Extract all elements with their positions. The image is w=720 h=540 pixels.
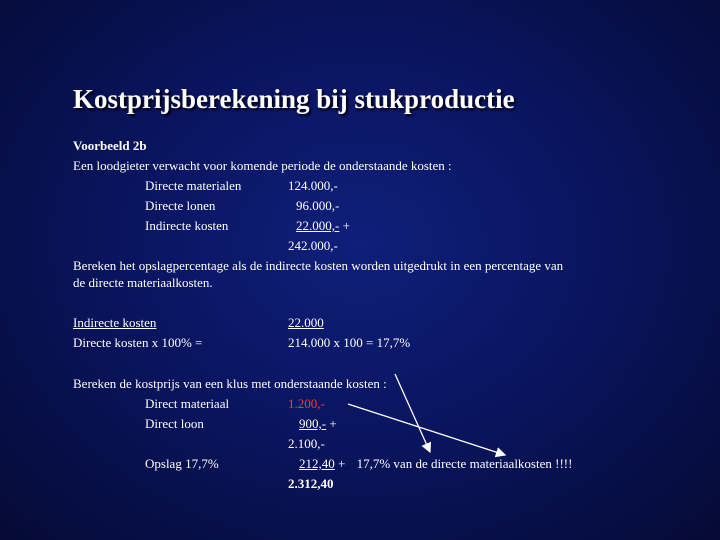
surcharge-label: Opslag 17,7% <box>145 456 219 471</box>
job-total: 2.312,40 <box>288 476 334 491</box>
surcharge-value: 212,40 <box>299 456 335 471</box>
arrow-from-material <box>348 404 505 455</box>
example-heading: Voorbeeld 2b <box>73 138 147 153</box>
job-label-wages: Direct loon <box>145 416 204 431</box>
arrow-from-question <box>395 374 430 452</box>
cost-value-indirect: 22.000,- <box>296 218 340 233</box>
plus-operator: + <box>342 218 350 233</box>
cost-label-indirect: Indirecte kosten <box>145 218 229 233</box>
formula-numerator-label: Indirecte kosten <box>73 315 157 330</box>
cost-value-materials: 124.000,- <box>288 178 338 193</box>
surcharge-note: 17,7% van de directe materiaalkosten !!!! <box>356 456 573 471</box>
question-line-2: de directe materiaalkosten. <box>73 275 213 290</box>
job-subtotal: 2.100,- <box>288 436 325 451</box>
question-2: Bereken de kostprijs van een klus met onderstaande kosten : <box>73 376 387 391</box>
cost-label-wages: Directe lonen <box>145 198 216 213</box>
plus-operator: + <box>329 416 337 431</box>
intro-text: Een loodgieter verwacht voor komende periode de onderstaande kosten : <box>73 158 452 173</box>
question-line-1: Bereken het opslagpercentage als de indirecte kosten worden uitgedrukt in een percentage van <box>73 258 564 273</box>
cost-total: 242.000,- <box>288 238 338 253</box>
formula-numerator-value: 22.000 <box>288 315 324 330</box>
plus-operator: + <box>338 456 346 471</box>
formula-denominator-value: 214.000 x 100 = 17,7% <box>288 335 411 350</box>
formula-denominator-label: Directe kosten x 100% = <box>73 335 203 350</box>
job-label-material: Direct materiaal <box>145 396 230 411</box>
cost-value-wages: 96.000,- <box>296 198 340 213</box>
cost-label-materials: Directe materialen <box>145 178 242 193</box>
job-value-wages: 900,- <box>299 416 327 431</box>
job-value-material: 1.200,- <box>288 396 325 411</box>
slide-title: Kostprijsberekening bij stukproductie <box>73 84 515 114</box>
